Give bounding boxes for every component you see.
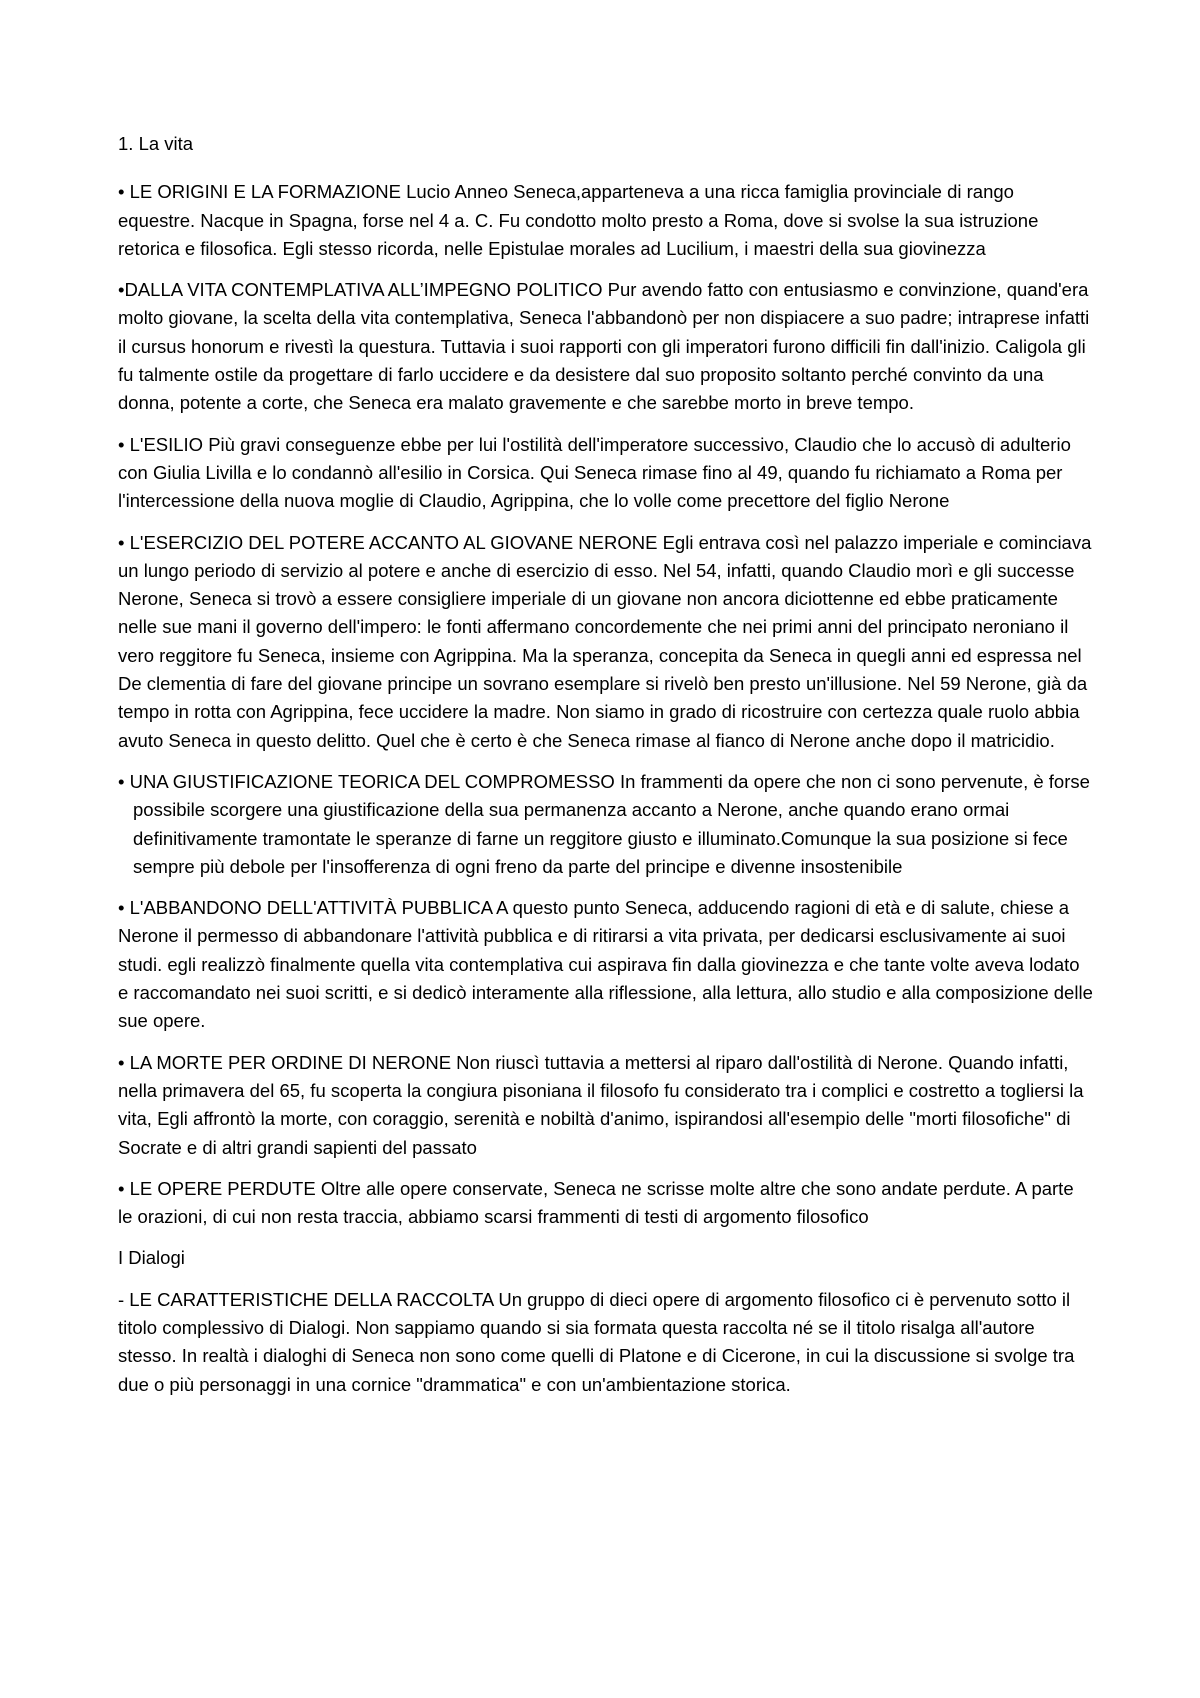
paragraph-origini: • LE ORIGINI E LA FORMAZIONE Lucio Anneo Seneca,apparteneva a una ricca famiglia provinciale di rango equestre. Nacque in Spagna, forse nel 4 a. C. Fu condotto molto presto a Roma, dove si svolse la sua istruzione retorica e filosofica. Egli stesso ricorda, nelle Epistulae morales ad Lucilium, i maestri della sua giovinezza: [118, 181, 1039, 259]
document-page: [118, 130, 1093, 1412]
paragraph-abbandono: • L'ABBANDONO DELL'ATTIVITÀ PUBBLICA A questo punto Seneca, adducendo ragioni di età e di salute, chiese a Nerone il permesso di abbandonare l'attività pubblica e di ritirarsi a vita privata, per dedicarsi esclusivamente ai suoi studi. egli realizzò finalmente quella vita contemplativa cui aspirava fin dalla giovinezza e che tante volte aveva lodato e raccomandato nei suoi scritti, e si dedicò interamente alla riflessione, alla lettura, allo studio e alla composizione delle sue opere.: [118, 897, 1093, 1032]
section-title: 1. La vita: [118, 133, 194, 154]
paragraph-morte: • LA MORTE PER ORDINE DI NERONE Non riuscì tuttavia a mettersi al riparo dall'ostilità di Nerone. Quando infatti, nella primavera del 65, fu scoperta la congiura pisoniana il filosofo fu considerato tra i complici e costretto a togliersi la vita, Egli affrontò la morte, con coraggio, serenità e nobiltà d'animo, ispirandosi all'esempio delle "morti filosofiche" di Socrate e di altri grandi sapienti del passato: [118, 1051, 1084, 1158]
paragraph-giustificazione: • UNA GIUSTIFICAZIONE TEORICA DEL COMPROMESSO In frammenti da opere che non ci sono pervenute, è forse possibile scorgere una giustificazione della sua permanenza accanto a Nerone, anche quando erano ormai definitivamente tramontate le speranze di farne un reggitore giusto e illuminato.Comunque la sua posizione si fece sempre più debole per l'insofferenza di ogni freno da parte del principe e divenne insostenibile: [118, 770, 1090, 877]
paragraph-esilio: • L'ESILIO Più gravi conseguenze ebbe per lui l'ostilità dell'imperatore successivo, Claudio che lo accusò di adulterio con Giulia Livilla e lo condannò all'esilio in Corsica. Qui Seneca rimase fino al 49, quando fu richiamato a Roma per l'intercessione della nuova moglie di Claudio, Agrippina, che lo volle come precettore del figlio Nerone: [118, 433, 1071, 512]
paragraph-opere-perdute: • LE OPERE PERDUTE Oltre alle opere conservate, Seneca ne scrisse molte altre che sono andate perdute. A parte le orazioni, di cui non resta traccia, abbiamo scarsi frammenti di testi di argomento filosofico: [118, 1177, 1074, 1228]
paragraph-dialogi: - LE CARATTERISTICHE DELLA RACCOLTA Un gruppo di dieci opere di argomento filosofico ci è pervenuto sotto il titolo complessivo di Dialogi. Non sappiamo quando si sia formata questa raccolta né se il titolo risalga all'autore stesso. In realtà i dialoghi di Seneca non sono come quelli di Platone e di Cicerone, in cui la discussione si svolge tra due o più personaggi in una cornice "drammatica" e con un'ambientazione storica.: [118, 1288, 1075, 1395]
paragraph-esercizio-potere: • L'ESERCIZIO DEL POTERE ACCANTO AL GIOVANE NERONE Egli entrava così nel palazzo imperiale e cominciava un lungo periodo di servizio al potere e anche di esercizio di esso. Nel 54, infatti, quando Claudio morì e gli successe Nerone, Seneca si trovò a essere consigliere imperiale di un giovane non ancora diciottenne ed ebbe praticamente nelle sue mani il governo dell'impero: le fonti affermano concordemente che nei primi anni del principato neroniano il vero reggitore fu Seneca, insieme con Agrippina. Ma la speranza, concepita da Seneca in quegli anni ed espressa nel De clementia di fare del giovane principe un sovrano esemplare si rivelò ben presto un'illusione. Nel 59 Nerone, già da tempo in rotta con Agrippina, fece uccidere la madre. Non siamo in grado di ricostruire con certezza quale ruolo abbia avuto Seneca in questo delitto. Quel che è certo è che Seneca rimase al fianco di Nerone anche dopo il matricidio.: [118, 531, 1092, 751]
paragraph-vita-contemplativa: •DALLA VITA CONTEMPLATIVA ALL’IMPEGNO POLITICO Pur avendo fatto con entusiasmo e convinzione, quand'era molto giovane, la scelta della vita contemplativa, Seneca l'abbandonò per non dispiacere a suo padre; intraprese infatti il cursus honorum e rivestì la questura. Tuttavia i suoi rapporti con gli imperatori furono difficili fin dall'inizio. Caligola gli fu talmente ostile da progettare di farlo uccidere e da desistere dal suo proposito soltanto perché convinto da una donna, potente a corte, che Seneca era malato gravemente e che sarebbe morto in breve tempo.: [118, 279, 1090, 414]
subsection-title: I Dialogi: [118, 1247, 185, 1269]
